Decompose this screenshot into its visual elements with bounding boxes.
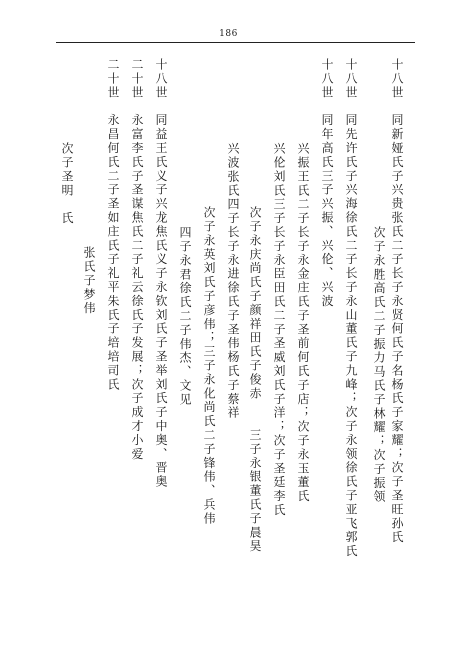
genealogy-column: 十八世 同新娅氏子兴贵张氏二子长子永贤何氏子名杨氏子家耀；次子圣旺孙氏: [390, 58, 404, 545]
genealogy-column: 次子永庆尚氏子颜祥田氏子俊赤 三子永银董氏子晨昊: [248, 206, 262, 554]
genealogy-column: 十八世 同先许氏子兴海徐氏二子长子永山董氏子九峰；次子永领徐氏子亚飞郭氏: [344, 58, 358, 559]
header-rule: [56, 42, 415, 43]
genealogy-column: 张氏子梦伟: [82, 246, 96, 316]
genealogy-column: 次子永胜高氏二子振力马氏子林耀；次子振领: [372, 226, 386, 504]
genealogy-column: 二十世 永富李氏子圣谋焦氏二子礼云徐氏子发展；次子成才小爱: [130, 58, 144, 462]
genealogy-column: 次子永英刘氏子彦伟；三子永化尚氏二子锋伟、兵伟: [202, 206, 216, 526]
genealogy-column: 兴波张氏四子长子永进徐氏子圣伟杨氏子蔡祥: [226, 142, 240, 420]
genealogy-column: 十八世 同年高氏三子兴振、兴伦、兴波: [320, 58, 334, 309]
genealogy-column: 次子圣明 氏: [60, 142, 74, 226]
page-number: 186: [219, 29, 238, 39]
genealogy-column: 二十世 永昌何氏二子圣如庄氏子礼平朱氏子培培司氏: [106, 58, 120, 392]
genealogy-column: 兴振王氏二子长子永金庄氏子圣前何氏子店；次子永玉董氏: [296, 142, 310, 504]
genealogy-column: 十八世 同益王氏义子兴龙焦氏义子永钦刘氏子圣举刘氏子中奥、晋奥: [154, 58, 168, 489]
genealogy-column: 四子永君徐氏二子伟杰、文见: [178, 226, 192, 407]
genealogy-column: 兴伦刘氏三子长子永臣田氏二子圣威刘氏子洋；次子圣廷李氏: [272, 142, 286, 518]
